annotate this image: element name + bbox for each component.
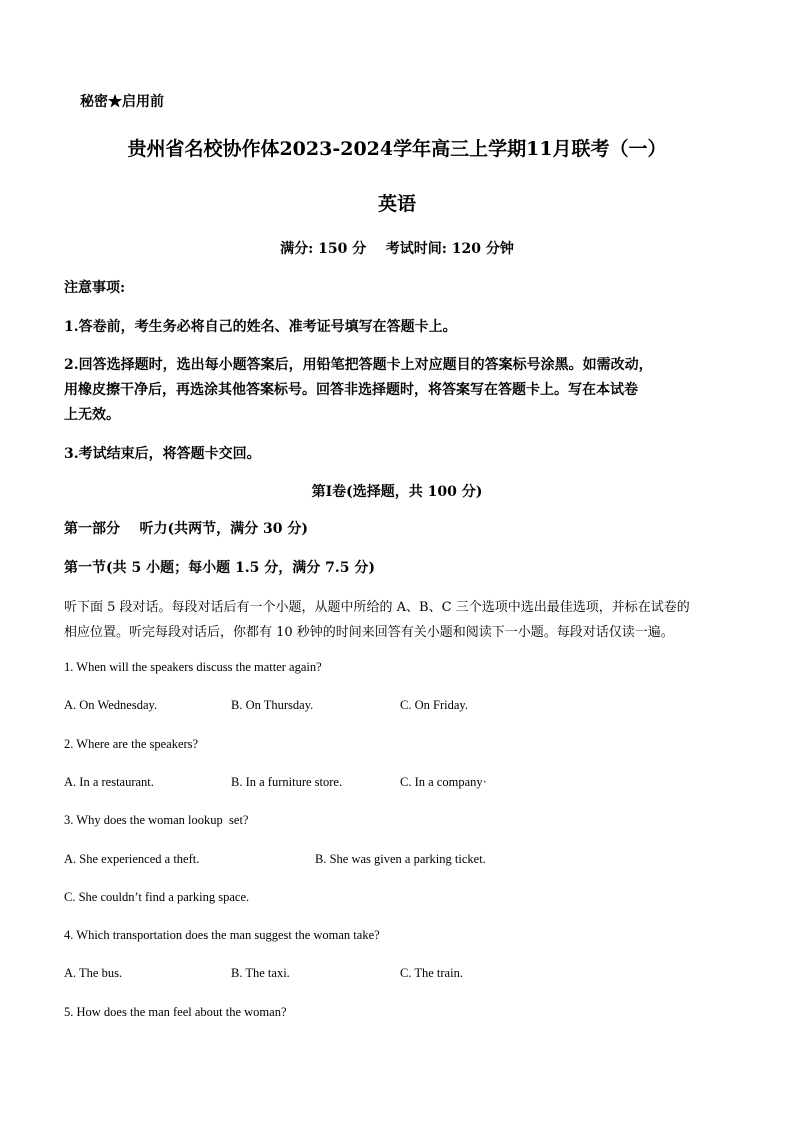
question-5-stem: 5. How does the man feel about the woman?	[64, 1005, 287, 1019]
question-1-option-a: A. On Wednesday.	[64, 698, 158, 712]
question-3-stem: 3. Why does the woman lookup set?	[64, 813, 249, 827]
subject-title: 英语	[377, 193, 416, 215]
notes-item-1: 1.答卷前，考生务必将自己的姓名、准考证号填写在答题卡上。	[64, 319, 457, 335]
score-time-line: 满分: 150 分 考试时间: 120 分钟	[280, 241, 514, 257]
notes-heading: 注意事项:	[64, 280, 126, 296]
volume-heading: 第Ⅰ卷(选择题，共 100 分)	[311, 484, 483, 500]
part1-heading: 第一部分 听力(共两节，满分 30 分)	[64, 521, 308, 537]
question-4-option-b: B. The taxi.	[231, 966, 290, 980]
question-2-option-b: B. In a furniture store.	[231, 775, 343, 789]
question-1-option-c: C. On Friday.	[400, 698, 468, 712]
notes-item-2-line-3: 上无效。	[64, 407, 120, 423]
confidential-label: 秘密★启用前	[80, 94, 164, 110]
notes-item-3: 3.考试结束后，将答题卡交回。	[64, 446, 261, 462]
question-4-option-a: A. The bus.	[64, 966, 123, 980]
question-1-option-b: B. On Thursday.	[231, 698, 314, 712]
question-3-option-c: C. She couldn’t find a parking space.	[64, 890, 250, 904]
question-3-option-b: B. She was given a parking ticket.	[315, 852, 486, 866]
question-1-stem: 1. When will the speakers discuss the matter again?	[64, 660, 322, 674]
question-2-stem: 2. Where are the speakers?	[64, 737, 199, 751]
question-4-option-c: C. The train.	[400, 966, 463, 980]
question-4-stem: 4. Which transportation does the man suggest the woman take?	[64, 928, 380, 942]
instruction-line-1: 听下面 5 段对话。每段对话后有一个小题，从题中所给的 A、B、C 三个选项中选出最佳选项，并标在试卷的	[64, 600, 690, 615]
question-3-option-a: A. She experienced a theft.	[64, 852, 200, 866]
question-2-option-a: A. In a restaurant.	[64, 775, 154, 789]
exam-title: 贵州省名校协作体2023-2024学年高三上学期11月联考（一）	[127, 138, 667, 160]
question-2-option-c: C. In a company·	[400, 775, 487, 789]
instruction-line-2: 相应位置。听完每段对话后，你都有 10 秒钟的时间来回答有关小题和阅读下一小题。每段对话仅读一遍。	[64, 625, 674, 640]
notes-item-2-line-1: 2.回答选择题时，选出每小题答案后，用铅笔把答题卡上对应题目的答案标号涂黑。如需改动，	[64, 357, 653, 373]
part1-section1-heading: 第一节(共 5 小题；每小题 1.5 分，满分 7.5 分)	[64, 560, 375, 576]
notes-item-2-line-2: 用橡皮擦干净后，再选涂其他答案标号。回答非选择题时，将答案写在答题卡上。写在本试卷	[64, 382, 638, 398]
